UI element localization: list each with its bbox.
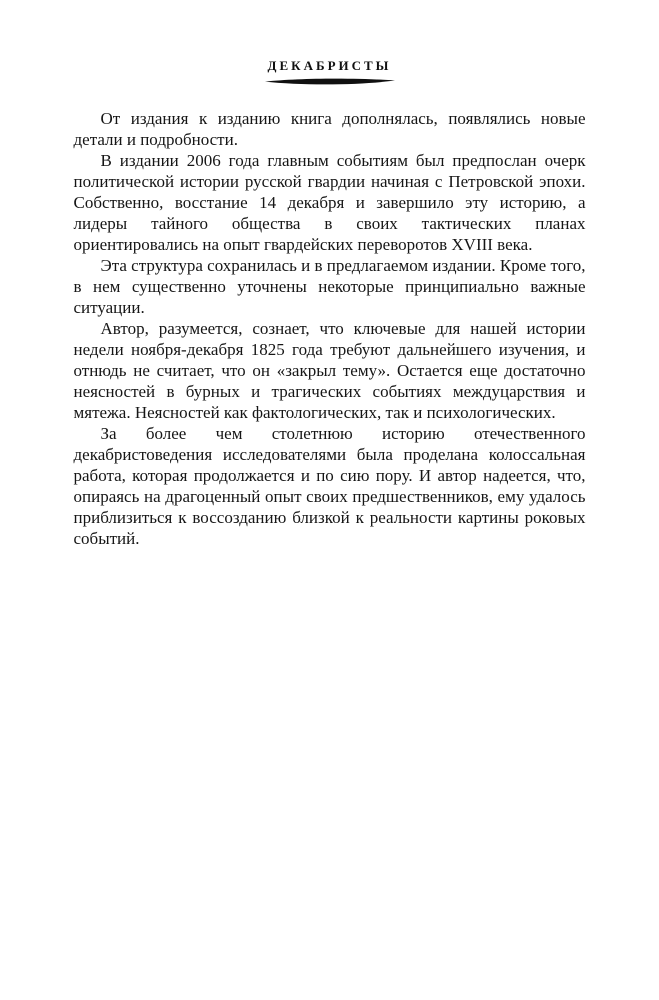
paragraph: В издании 2006 года главным событиям был предпослан очерк политической истории русской гвардии начиная с Петровской эпохи. Собственно, восстание 14 декабря и завершило эту историю, а лидеры тайного общества в своих тактических планах ориентировались на опыт гвардейских переворотов XVIII века. [73, 151, 586, 254]
flourish-icon [264, 77, 396, 86]
header-divider [0, 77, 659, 93]
paragraph: От издания к изданию книга дополнялась, появлялись новые детали и подробности. [73, 109, 586, 149]
paragraph: Эта структура сохранилась и в предлагаемом издании. Кроме того, в нем существенно уточнены некоторые принципиально важные ситуации. [73, 256, 586, 317]
paragraph: За более чем столетнюю историю отечественного декабристоведения исследователями была проделана колоссальная работа, которая продолжается и по сию пору. И автор надеется, что, опираясь на драгоценный опыт своих предшественников, ему удалось приблизиться к воссозданию близкой к реальности картины роковых событий. [73, 424, 586, 548]
running-head: ДЕКАБРИСТЫ [267, 58, 392, 73]
body-text [74, 108, 586, 549]
paragraph: Автор, разумеется, сознает, что ключевые для нашей истории недели ноября-декабря 1825 года требуют дальнейшего изучения, и отнюдь не считает, что он «закрыл тему». Остается еще достаточно неясностей в бурных и трагических событиях междуцарствия и мятежа. Неясностей как фактологических, так и психологических. [73, 319, 586, 422]
